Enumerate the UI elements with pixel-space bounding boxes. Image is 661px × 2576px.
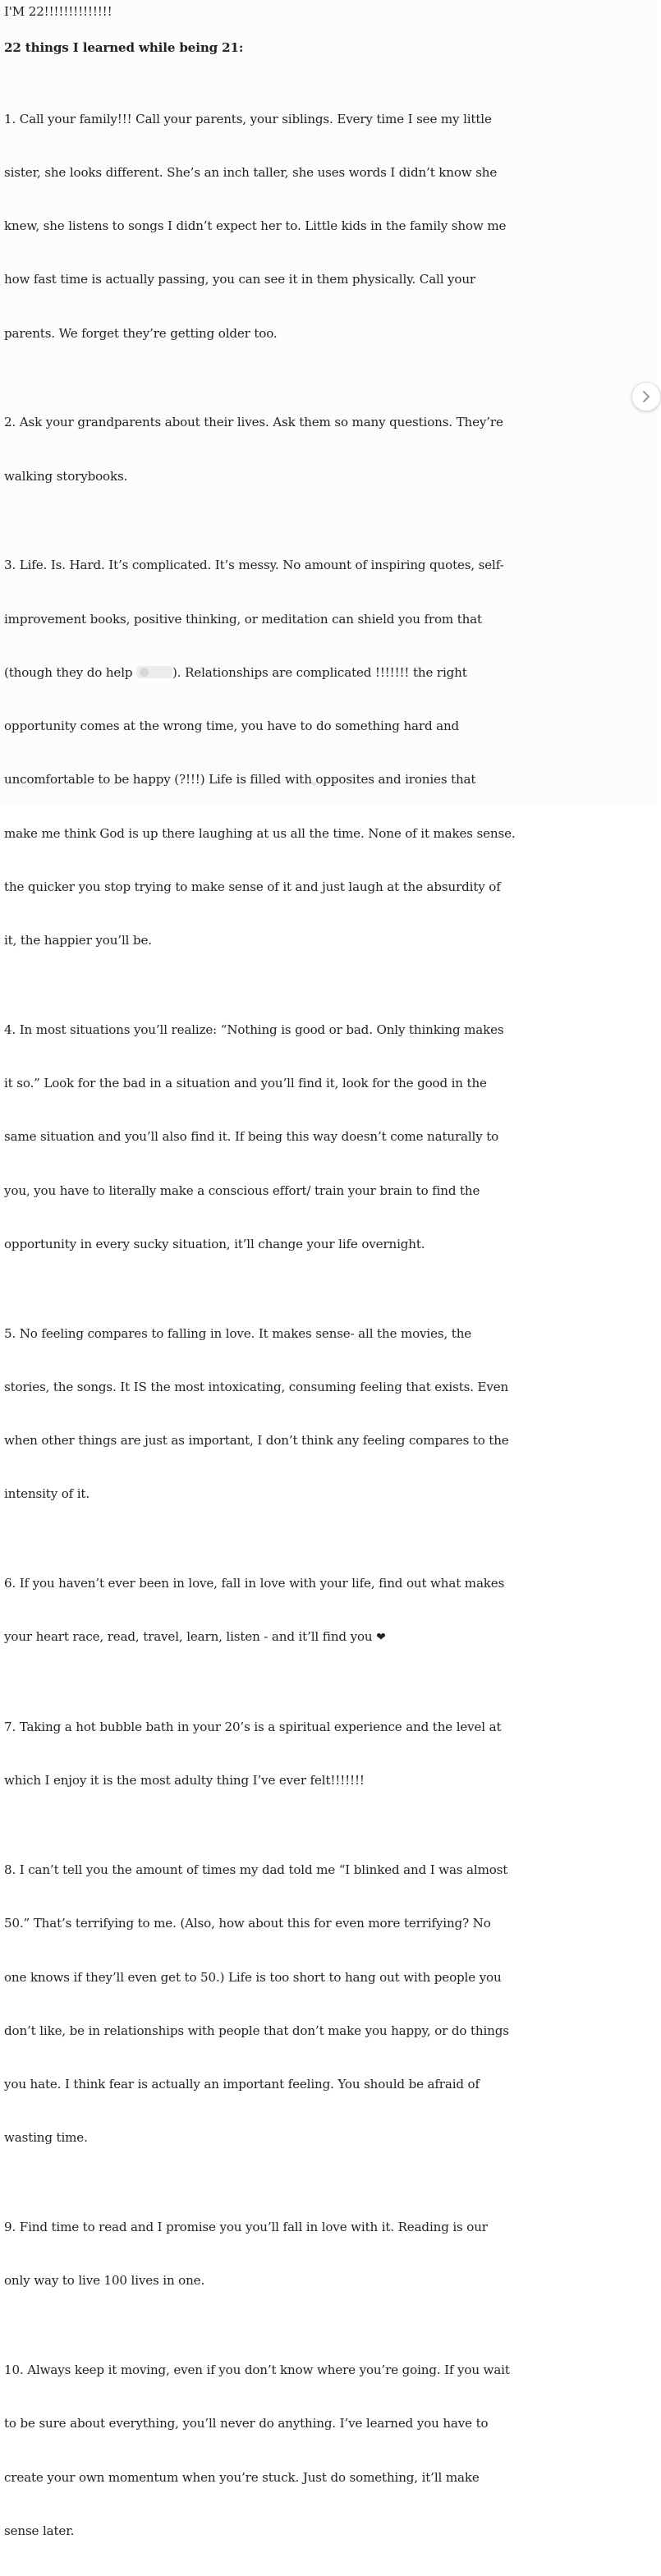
list-item-9 <box>4 2183 610 2326</box>
text-line: one knows if they’ll even get to 50.) Life is too short to hang out with people you <box>4 1969 610 1987</box>
text-line <box>4 664 610 682</box>
heart-icon: ❤ <box>376 1631 386 1644</box>
text-line: 9. Find time to read and I promise you you’ll fall in love with it. Reading is our <box>4 2219 610 2237</box>
text-line: opportunity comes at the wrong time, you have to do something hard and <box>4 718 610 736</box>
text-line: only way to live 100 lives in one. <box>4 2272 610 2290</box>
text-line: 2. Ask your grandparents about their lives. Ask them so many questions. They’re <box>4 414 610 432</box>
smiling-emoji-icon <box>136 666 172 678</box>
carousel-dot <box>332 782 336 786</box>
text-line: 4. In most situations you’ll realize: “Nothing is good or bad. Only thinking makes <box>4 1022 610 1040</box>
post-title: I'M 22!!!!!!!!!!!!!! <box>4 3 610 21</box>
text-line: 8. I can’t tell you the amount of times my dad told me “I blinked and I was almost <box>4 1862 610 1880</box>
text-line: it, the happier you’ll be. <box>4 932 610 950</box>
chevron-right-icon <box>640 390 652 403</box>
list-item-3 <box>4 521 610 986</box>
list-item-1 <box>4 75 610 379</box>
carousel-dot <box>312 782 316 786</box>
list-item-6 <box>4 1540 610 1683</box>
text-line: intensity of it. <box>4 1485 610 1504</box>
text-segment: ). Relationships are complicated !!!!!!! the right <box>172 665 467 680</box>
text-line: uncomfortable to be happy (?!!!) Life is filled with opposites and ironies that <box>4 771 610 789</box>
text-segment: your heart race, read, travel, learn, listen - and it’ll find you <box>4 1629 376 1644</box>
carousel-dot <box>322 782 326 786</box>
text-line: opportunity in every sucky situation, it’ll change your life overnight. <box>4 1236 610 1254</box>
spacer <box>4 57 610 75</box>
carousel-dots <box>279 782 378 790</box>
text-line: the quicker you stop trying to make sense of it and just laugh at the absurdity of <box>4 879 610 897</box>
spacer <box>4 21 610 39</box>
post-subtitle: 22 things I learned while being 21: <box>4 39 610 57</box>
post-text <box>4 3 610 2576</box>
text-line: which I enjoy it is the most adulty thing I’ve ever felt!!!!!!! <box>4 1772 610 1790</box>
text-line: 10. Always keep it moving, even if you don’t know where you’re going. If you wait <box>4 2362 610 2380</box>
text-line: 50.” That’s terrifying to me. (Also, how about this for even more terrifying? No <box>4 1915 610 1933</box>
text-line: wasting time. <box>4 2129 610 2147</box>
text-line: create your own momentum when you’re stuck. Just do something, it’ll make <box>4 2469 610 2487</box>
text-line <box>4 1628 610 1647</box>
text-line: 7. Taking a hot bubble bath in your 20’s is a spiritual experience and the level at <box>4 1719 610 1737</box>
list-item-2 <box>4 379 610 521</box>
text-line: you, you have to literally make a conscious effort/ train your brain to find the <box>4 1182 610 1201</box>
text-line: improvement books, positive thinking, or meditation can shield you from that <box>4 611 610 629</box>
text-line: sister, she looks different. She’s an inch taller, she uses words I didn’t know she <box>4 164 610 182</box>
text-line: when other things are just as important, I don’t think any feeling compares to the <box>4 1432 610 1450</box>
text-line: 1. Call your family!!! Call your parents, your siblings. Every time I see my little <box>4 111 610 129</box>
text-line: 5. No feeling compares to falling in love. It makes sense- all the movies, the <box>4 1325 610 1343</box>
list-item-7 <box>4 1683 610 1826</box>
text-line: make me think God is up there laughing at us all the time. None of it makes sense. <box>4 825 610 843</box>
list-item-5 <box>4 1289 610 1540</box>
carousel-next-button[interactable] <box>631 382 661 411</box>
text-line: sense later. <box>4 2523 610 2541</box>
list-item-8 <box>4 1826 610 2183</box>
text-line: don’t like, be in relationships with people that don’t make you happy, or do things <box>4 2023 610 2041</box>
text-line: 3. Life. Is. Hard. It’s complicated. It’s messy. No amount of inspiring quotes, self- <box>4 557 610 575</box>
text-line: 6. If you haven’t ever been in love, fall in love with your life, find out what makes <box>4 1575 610 1593</box>
text-line: it so.” Look for the bad in a situation and you’ll find it, look for the good in the <box>4 1075 610 1093</box>
text-line: to be sure about everything, you’ll never do anything. I’ve learned you have to <box>4 2415 610 2433</box>
text-line: stories, the songs. It IS the most intoxicating, consuming feeling that exists. Even <box>4 1379 610 1397</box>
text-line: knew, she listens to songs I didn’t expect her to. Little kids in the family show me <box>4 218 610 236</box>
post-image <box>0 0 657 805</box>
text-line: walking storybooks. <box>4 468 610 486</box>
text-line: parents. We forget they’re getting older too. <box>4 325 610 343</box>
text-line: you hate. I think fear is actually an important feeling. You should be afraid of <box>4 2076 610 2094</box>
text-line: same situation and you’ll also find it. If being this way doesn’t come naturally to <box>4 1128 610 1146</box>
text-line: how fast time is actually passing, you can see it in them physically. Call your <box>4 271 610 289</box>
list-item-4 <box>4 985 610 1289</box>
text-segment: (though they do help <box>4 665 136 680</box>
list-item-10 <box>4 2326 610 2576</box>
